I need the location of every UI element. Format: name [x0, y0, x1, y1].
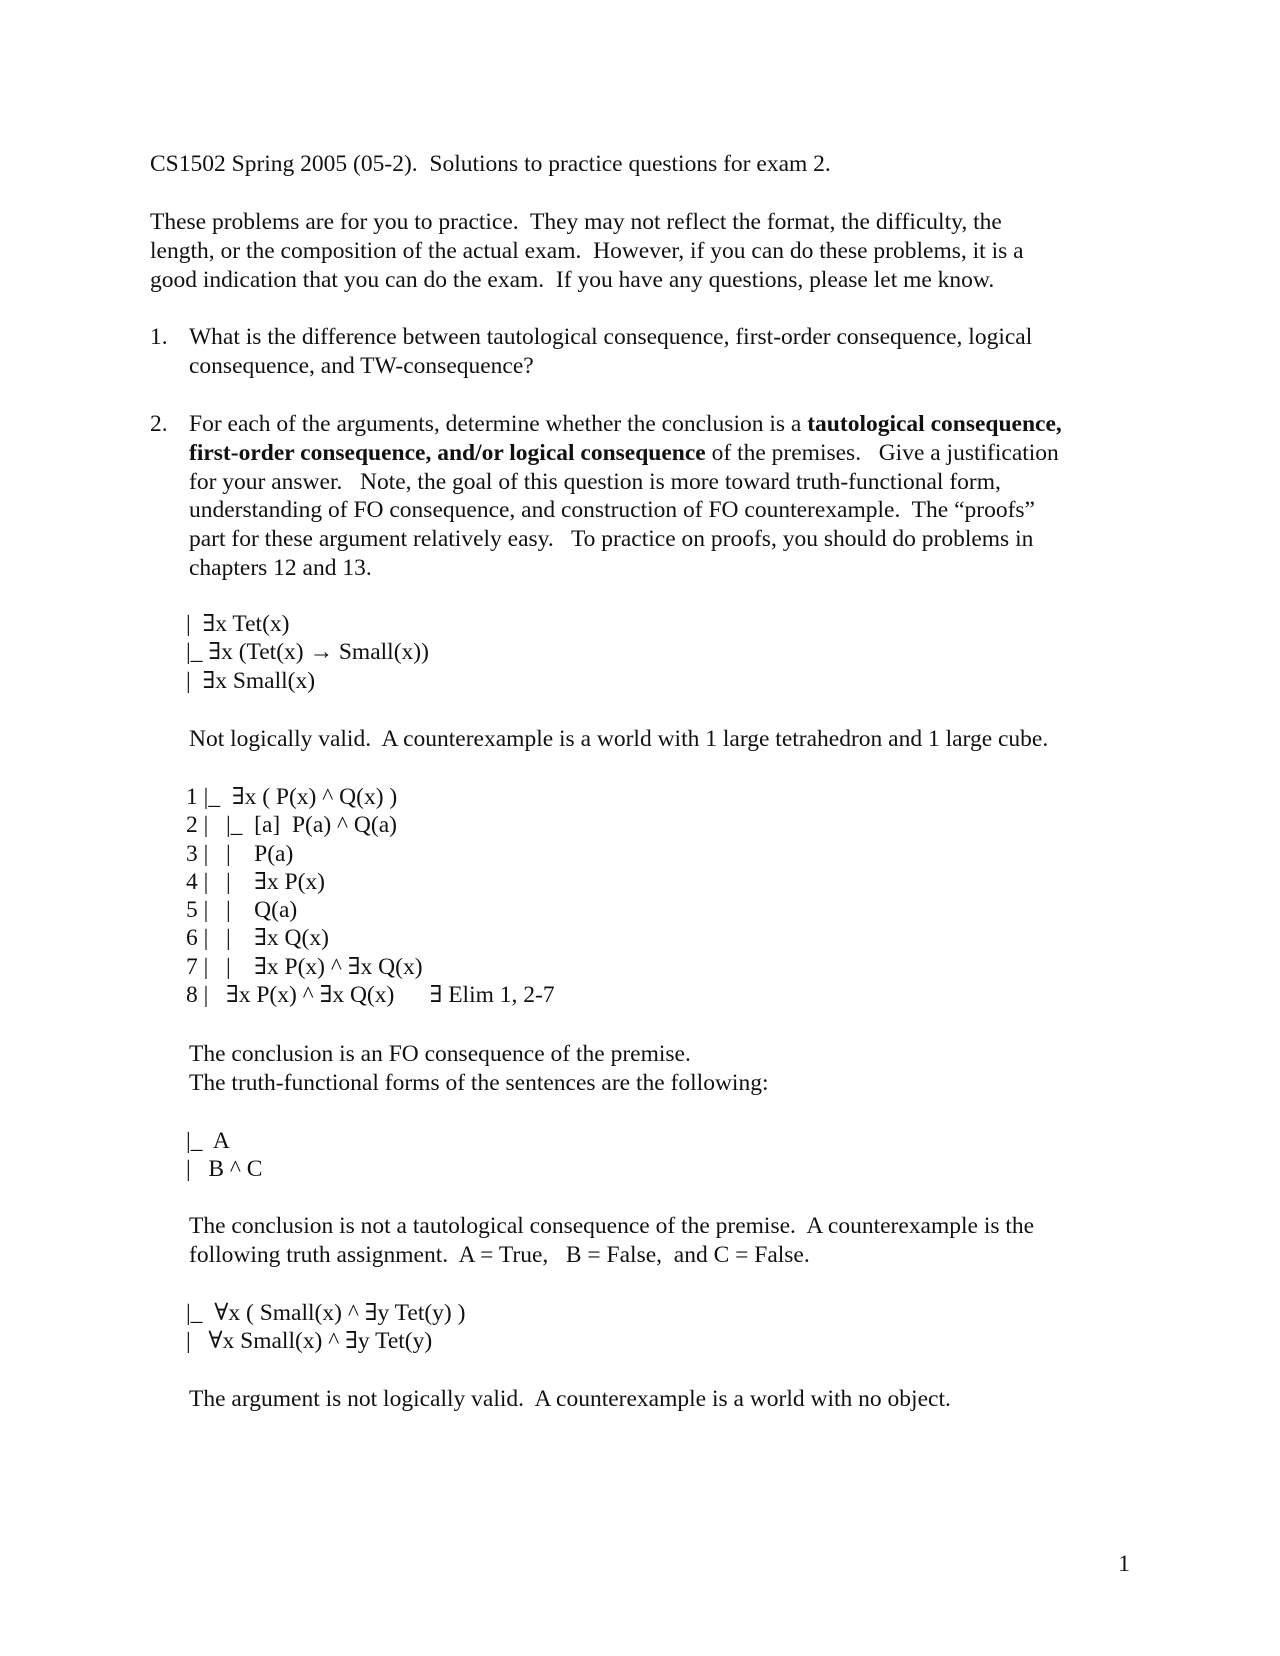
- question-2-line-1-text: For each of the arguments, determine whether the conclusion is a: [189, 411, 808, 437]
- proof-line: 7 | | ∃x P(x) ^ ∃x Q(x): [186, 953, 423, 980]
- argument-1-line: | ∃x Small(x): [186, 667, 316, 694]
- proof-line: 3 | | P(a): [186, 840, 294, 867]
- argument-3-line: | ∀x Small(x) ^ ∃y Tet(y): [186, 1328, 433, 1355]
- proof-line: 5 | | Q(a): [186, 897, 298, 924]
- argument-1-line: | ∃x Tet(x): [186, 611, 290, 637]
- question-1-number: 1.: [150, 324, 168, 350]
- tf-form-line: |_ A: [186, 1128, 230, 1154]
- question-2-line: for your answer. Note, the goal of this question is more toward truth-functional form,: [189, 468, 1001, 495]
- intro-line: These problems are for you to practice. They may not reflect the format, the difficulty, the: [150, 209, 1002, 235]
- question-2-line: chapters 12 and 13.: [189, 554, 372, 581]
- argument-3-line: |_ ∀x ( Small(x) ^ ∃y Tet(y) ): [186, 1300, 466, 1326]
- argument-1-verdict: Not logically valid. A counterexample is a world with 1 large tetrahedron and 1 large cube.: [189, 726, 1049, 752]
- intro-paragraph: [150, 208, 1024, 294]
- argument-3-verdict: The argument is not logically valid. A counterexample is a world with no object.: [189, 1386, 951, 1412]
- argument-1-line: |_ ∃x (Tet(x) → Small(x)): [186, 639, 429, 666]
- page-number: 1: [1118, 1551, 1130, 1577]
- tf-form-line: | B ^ C: [186, 1156, 263, 1183]
- question-1-line: What is the difference between tautological consequence, first-order consequence, logical: [189, 324, 1033, 350]
- argument-2-fo-note: [189, 1040, 768, 1098]
- argument-3-fitch: [186, 1299, 465, 1356]
- proof-line: 2 | |_ [a] P(a) ^ Q(a): [186, 812, 397, 839]
- question-2-bold-term: tautological consequence,: [807, 411, 1062, 437]
- question-1-line: consequence, and TW-consequence?: [189, 352, 534, 379]
- proof-line: 4 | | ∃x P(x): [186, 868, 326, 895]
- taut-note-line: following truth assignment. A = True, B = False, and C = False.: [189, 1241, 810, 1268]
- proof-line: 8 | ∃x P(x) ^ ∃x Q(x) ∃ Elim 1, 2-7: [186, 982, 555, 1009]
- argument-2-proof: [186, 783, 555, 1009]
- question-1-text: [189, 323, 1032, 381]
- question-2-line: understanding of FO consequence, and construction of FO counterexample. The “proofs”: [189, 497, 1035, 524]
- question-2-text: [189, 410, 1062, 583]
- question-2-bold-term: first-order consequence, and/or logical consequence: [189, 439, 706, 466]
- intro-line: good indication that you can do the exam. If you have any questions, please let me know.: [150, 266, 995, 293]
- argument-2-taut-note: [189, 1212, 1034, 1270]
- question-2-number: 2.: [150, 411, 168, 437]
- argument-1-fitch: [186, 610, 429, 695]
- taut-note-line: The conclusion is not a tautological consequence of the premise. A counterexample is the: [189, 1213, 1035, 1239]
- question-2-line: part for these argument relatively easy. To practice on proofs, you should do problems in: [189, 526, 1034, 553]
- fo-note-line: The truth-functional forms of the sentences are the following:: [189, 1069, 769, 1096]
- proof-line: 6 | | ∃x Q(x): [186, 925, 329, 952]
- question-2-line-2-text: of the premises. Give a justification: [705, 439, 1059, 466]
- question-2-line-2: [189, 439, 1062, 468]
- question-2-line-1: [189, 410, 1062, 439]
- argument-2-tf-forms: [186, 1127, 262, 1184]
- document-title: CS1502 Spring 2005 (05-2). Solutions to practice questions for exam 2.: [150, 151, 831, 177]
- proof-line: 1 |_ ∃x ( P(x) ^ Q(x) ): [186, 784, 398, 810]
- fo-note-line: The conclusion is an FO consequence of the premise.: [189, 1041, 691, 1067]
- intro-line: length, or the composition of the actual exam. However, if you can do these problems, it is a: [150, 237, 1024, 264]
